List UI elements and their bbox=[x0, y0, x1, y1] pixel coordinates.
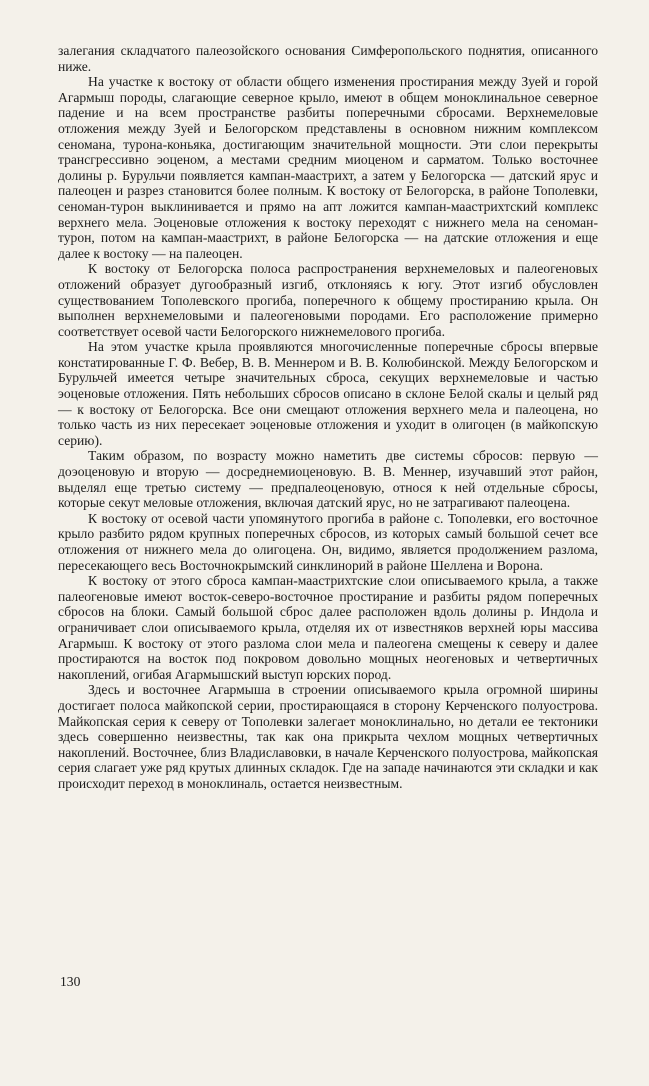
paragraph: К востоку от Белогорска полоса распространения верхнемеловых и палеогеновых отложений образует дугообразный изгиб, отклоняясь к югу. Этот изгиб обусловлен существованием Тополевского прогиба, поперечного к общему простиранию крыла. Он выполнен верхнемеловыми и палеогеновыми породами. Его расположение примерно соответствует осевой части Белогорского нижнемелового прогиба. bbox=[58, 261, 598, 339]
paragraph: Таким образом, по возрасту можно наметить две системы сбросов: первую — доэоценовую и вторую — досреднемиоценовую. В. В. Меннер, изучавший этот район, выделял еще третью систему — предпалеоценовую, относя к ней отдельные сбросы, которые секут меловые отложения, включая датский ярус, но не затрагивают палеоцена. bbox=[58, 448, 598, 511]
paragraph: На участке к востоку от области общего изменения простирания между Зуей и горой Агармыш породы, слагающие северное крыло, имеют в общем моноклинальное северное падение и на всем пространстве разбиты поперечными сбросами. Верхнемеловые отложения между Зуей и Белогорском представлены в основном нижним комплексом сеномана, турона-коньяка, достигающим значительной мощности. Эти слои перекрыты трансгрессивно эоценом, а местами средним миоценом и сарматом. Только восточнее долины р. Бурульчи появляется кампан-маастрихт, а затем у Белогорска — датский ярус и палеоцен и разрез становится более полным. К востоку от Белогорска, в районе Тополевки, сеноман-турон выклинивается и прямо на апт ложится кампан-маастрихтский комплекс верхнего мела. Эоценовые отложения к востоку переходят с нижнего мела на сеноман-турон, потом на кампан-маастрихт, в районе Белогорска — на датские отложения и еще далее к востоку — на палеоцен. bbox=[58, 74, 598, 261]
paragraph: На этом участке крыла проявляются многочисленные поперечные сбросы впервые констатированные Г. Ф. Вебер, В. В. Меннером и В. В. Колюбинской. Между Белогорском и Бурульчей имеется четыре значительных сброса, секущих верхнемеловые и частью эоценовые отложения. Пять небольших сбросов описано в склоне Белой скалы и целый ряд — к востоку от Белогорска. Все они смещают отложения верхнего мела и палеоцена, но только часть из них пересекает эоценовые отложения и уходит в олигоцен (в майкопскую серию). bbox=[58, 339, 598, 448]
paragraph: Здесь и восточнее Агармыша в строении описываемого крыла огромной ширины достигает полоса майкопской серии, простирающаяся в сторону Керченского полуострова. Майкопская серия к северу от Тополевки залегает моноклинально, но детали ее тектоники здесь совершенно неизвестны, так как она прикрыта чехлом мощных четвертичных накоплений. Восточнее, близ Владиславовки, в начале Керченского полуострова, майкопская серия слагает уже ряд крутых длинных складок. Где на западе начинаются эти складки и как происходит переход в моноклиналь, остается неизвестным. bbox=[58, 682, 598, 791]
page-number: 130 bbox=[60, 974, 81, 989]
paragraph-continuation: залегания складчатого палеозойского основания Симферопольского поднятия, описанного ниже. bbox=[58, 43, 598, 74]
body-text bbox=[58, 43, 598, 792]
paragraph: К востоку от этого сброса кампан-маастрихтские слои описываемого крыла, а также палеогеновые имеют восток-северо-восточное простирание и разбиты рядом поперечных сбросов на блоки. Самый большой сброс далее расположен вдоль долины р. Индола и ограничивает слои описываемого крыла, отделяя их от известняков верхней юры массива Агармыш. К востоку от этого разлома слои мела и палеогена смещены к северу и далее простираются на восток под покровом довольно мощных неогеновых и четвертичных накоплений, огибая Агармышский выступ юрских пород. bbox=[58, 573, 598, 682]
paragraph: К востоку от осевой части упомянутого прогиба в районе с. Тополевки, его восточное крыло разбито рядом крупных поперечных сбросов, из которых самый большой сечет все отложения от нижнего мела до олигоцена. Он, видимо, является продолжением разлома, пересекающего весь Восточнокрымский синклинорий в районе Шеллена и Ворона. bbox=[58, 510, 598, 573]
